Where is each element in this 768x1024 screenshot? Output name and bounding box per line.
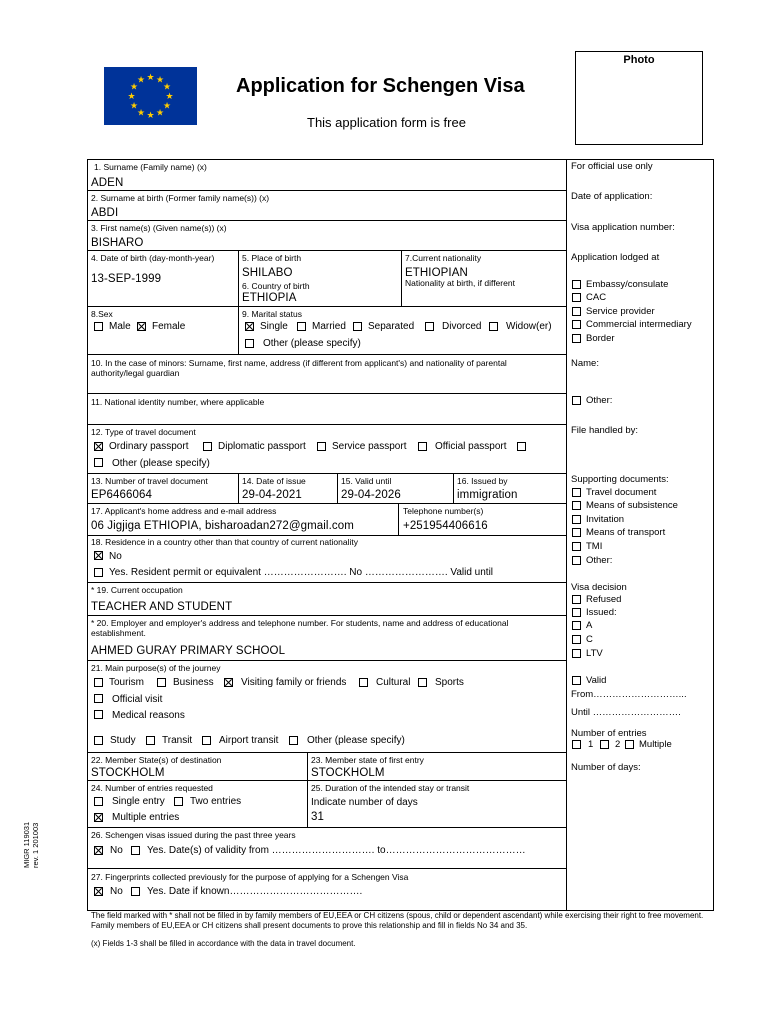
- surname-label: 1. Surname (Family name) (x): [94, 162, 207, 172]
- entries-label: 24. Number of entries requested: [91, 783, 213, 793]
- handled-label: File handled by:: [571, 425, 639, 436]
- multiple-entries-checkbox[interactable]: [94, 813, 103, 822]
- business-checkbox[interactable]: [157, 678, 166, 687]
- tmi-checkbox[interactable]: [572, 542, 581, 551]
- visiting-label: Visiting family or friends: [241, 677, 347, 688]
- invitation-checkbox[interactable]: [572, 515, 581, 524]
- tourism-checkbox[interactable]: [94, 678, 103, 687]
- sex-label: 8.Sex: [91, 309, 113, 319]
- svg-text:★: ★: [162, 101, 172, 112]
- doc-other-checkbox[interactable]: [94, 458, 103, 467]
- issued-label: Issued:: [586, 607, 617, 618]
- surname-value[interactable]: ADEN: [91, 177, 124, 189]
- prev-visas-yes-label: Yes. Date(s) of validity from …………………………. to……………………………………: [147, 845, 526, 856]
- entries-multiple-label: Multiple: [639, 739, 672, 750]
- date-application-label: Date of application:: [571, 191, 653, 202]
- male-checkbox[interactable]: [94, 322, 103, 331]
- entries-1-label: 1: [588, 739, 594, 750]
- first-name-value[interactable]: BISHARO: [91, 237, 144, 249]
- sports-label: Sports: [435, 677, 464, 688]
- visa-number-label: Visa application number:: [571, 222, 675, 233]
- entries-2-label: 2: [615, 739, 621, 750]
- surname-birth-label: 2. Surname at birth (Former family name(s)) (x): [91, 193, 270, 203]
- prev-visas-yes-checkbox[interactable]: [131, 846, 140, 855]
- valid-until-value[interactable]: 29-04-2026: [341, 489, 401, 501]
- commercial-checkbox[interactable]: [572, 320, 581, 329]
- first-entry-label: 23. Member state of first entry: [311, 755, 424, 765]
- type-a-label: A: [586, 620, 593, 631]
- issue-date-value[interactable]: 29-04-2021: [242, 489, 302, 501]
- duration-label: 25. Duration of the intended stay or transit: [311, 783, 470, 793]
- embassy-checkbox[interactable]: [572, 280, 581, 289]
- type-c-label: C: [586, 634, 593, 645]
- service-provider-checkbox[interactable]: [572, 307, 581, 316]
- transport-label: Means of transport: [586, 527, 666, 538]
- transport-checkbox[interactable]: [572, 528, 581, 537]
- female-checkbox[interactable]: [137, 322, 146, 331]
- decision-label: Visa decision: [571, 582, 627, 593]
- name-label: Name:: [571, 358, 599, 369]
- service-passport-label: Service passport: [332, 441, 407, 452]
- occupation-value[interactable]: TEACHER AND STUDENT: [91, 601, 233, 613]
- photo-label: Photo: [623, 54, 655, 66]
- lodged-label: Application lodged at: [571, 252, 660, 263]
- svg-text:★: ★: [136, 75, 146, 86]
- airport-transit-label: Airport transit: [219, 735, 279, 746]
- purpose-label: 21. Main purpose(s) of the journey: [91, 663, 221, 673]
- purpose-other-checkbox[interactable]: [289, 736, 298, 745]
- days-label: Number of days:: [571, 762, 641, 773]
- residence-label: 18. Residence in a country other than that country of current nationality: [91, 537, 358, 547]
- country-of-birth-label: 6. Country of birth: [242, 281, 310, 291]
- multiple-entries-label: Multiple entries: [112, 812, 180, 823]
- minors-label: 10. In the case of minors: Surname, first name, address (if different from applicant's) and nationality of parental authority/legal guardian: [91, 358, 507, 378]
- ordinary-passport-label: Ordinary passport: [109, 441, 189, 452]
- widow-label: Widow(er): [506, 321, 552, 332]
- place-of-birth-value[interactable]: SHILABO: [242, 267, 293, 279]
- fingerprints-yes-checkbox[interactable]: [131, 887, 140, 896]
- diplomatic-passport-checkbox[interactable]: [203, 442, 212, 451]
- border-label: Border: [586, 333, 615, 344]
- study-label: Study: [110, 735, 136, 746]
- medical-label: Medical reasons: [112, 710, 185, 721]
- study-checkbox[interactable]: [94, 736, 103, 745]
- first-name-label: 3. First name(s) (Given name(s)) (x): [91, 223, 227, 233]
- female-label: Female: [152, 321, 186, 332]
- lodged-other-label: Other:: [586, 395, 613, 406]
- separated-checkbox[interactable]: [353, 322, 362, 331]
- svg-text:★: ★: [155, 108, 165, 119]
- svg-text:★: ★: [129, 82, 139, 93]
- prev-visas-no-label: No: [110, 845, 123, 856]
- from-label: From………………………...: [571, 689, 687, 700]
- entries-2-checkbox[interactable]: [600, 740, 609, 749]
- svg-text:★: ★: [155, 75, 165, 86]
- marital-other-checkbox[interactable]: [245, 339, 254, 348]
- prev-visas-no-checkbox[interactable]: [94, 846, 103, 855]
- single-label: Single: [260, 321, 288, 332]
- page-subtitle: This application form is free: [307, 115, 466, 130]
- nationality-birth-label: Nationality at birth, if different: [405, 278, 515, 288]
- tmi-label: TMI: [586, 541, 603, 552]
- official-passport-extra-checkbox[interactable]: [517, 442, 526, 451]
- until-label: Until ……………………….: [571, 707, 681, 718]
- footer-note-x: (x) Fields 1-3 shall be filled in accordance with the data in travel document.: [91, 939, 356, 948]
- svg-text:★: ★: [162, 82, 172, 93]
- doc-number-value[interactable]: EP6466064: [91, 489, 153, 501]
- border-checkbox[interactable]: [572, 334, 581, 343]
- home-address-label: 17. Applicant's home address and e-mail address: [91, 506, 277, 516]
- single-checkbox[interactable]: [245, 322, 254, 331]
- ordinary-passport-checkbox[interactable]: [94, 442, 103, 451]
- issued-checkbox[interactable]: [572, 608, 581, 617]
- fingerprints-label: 27. Fingerprints collected previously for the purpose of applying for a Schengen Visa: [91, 872, 409, 882]
- fingerprints-yes-label: Yes. Date if known………………………………….: [147, 886, 363, 897]
- service-provider-label: Service provider: [586, 306, 655, 317]
- residence-no-label: No: [109, 551, 122, 562]
- duration-value[interactable]: 31: [311, 811, 324, 823]
- residence-yes-checkbox[interactable]: [94, 568, 103, 577]
- purpose-other-label: Other (please specify): [307, 735, 405, 746]
- doc-number-label: 13. Number of travel document: [91, 476, 208, 486]
- refused-label: Refused: [586, 594, 622, 605]
- first-entry-value[interactable]: STOCKHOLM: [311, 767, 385, 779]
- official-title: For official use only: [571, 161, 653, 172]
- cac-label: CAC: [586, 292, 607, 303]
- service-passport-checkbox[interactable]: [317, 442, 326, 451]
- airport-transit-checkbox[interactable]: [202, 736, 211, 745]
- subsistence-label: Means of subsistence: [586, 500, 678, 511]
- travel-doc-type-label: 12. Type of travel document: [91, 427, 196, 437]
- widow-checkbox[interactable]: [489, 322, 498, 331]
- travel-doc-checkbox[interactable]: [572, 488, 581, 497]
- valid-checkbox[interactable]: [572, 676, 581, 685]
- male-label: Male: [109, 321, 131, 332]
- page-title: Application for Schengen Visa: [236, 75, 525, 97]
- cac-checkbox[interactable]: [572, 293, 581, 302]
- telephone-value[interactable]: +251954406616: [403, 520, 488, 532]
- destination-label: 22. Member State(s) of destination: [91, 755, 222, 765]
- valid-label: Valid: [586, 675, 607, 686]
- medical-checkbox[interactable]: [94, 710, 103, 719]
- transit-label: Transit: [162, 735, 193, 746]
- eu-stars-icon: [104, 67, 197, 125]
- subsistence-checkbox[interactable]: [572, 501, 581, 510]
- official-visit-checkbox[interactable]: [94, 694, 103, 703]
- employer-label: * 20. Employer and employer's address and telephone number. For students, name and address of educational establishment.: [91, 618, 509, 638]
- svg-text:★: ★: [146, 111, 155, 121]
- telephone-label: Telephone number(s): [403, 506, 484, 516]
- duration-sub-label: Indicate number of days: [311, 797, 418, 808]
- travel-doc-label: Travel document: [586, 487, 657, 498]
- svg-text:★: ★: [129, 101, 139, 112]
- entries-1-checkbox[interactable]: [572, 740, 581, 749]
- marital-label: 9. Marital status: [242, 309, 302, 319]
- single-entry-label: Single entry: [112, 796, 165, 807]
- occupation-label: * 19. Current occupation: [91, 585, 183, 595]
- supporting-other-checkbox[interactable]: [572, 556, 581, 565]
- valid-until-label: 15. Valid until: [341, 476, 392, 486]
- country-of-birth-value[interactable]: ETHIOPIA: [242, 292, 297, 304]
- cultural-label: Cultural: [376, 677, 411, 688]
- diplomatic-passport-label: Diplomatic passport: [218, 441, 306, 452]
- cultural-checkbox[interactable]: [359, 678, 368, 687]
- nationality-value[interactable]: ETHIOPIAN: [405, 267, 468, 279]
- official-passport-label: Official passport: [435, 441, 507, 452]
- type-a-checkbox[interactable]: [572, 621, 581, 630]
- employer-value[interactable]: AHMED GURAY PRIMARY SCHOOL: [91, 645, 286, 657]
- issued-by-value[interactable]: immigration: [457, 489, 518, 501]
- doc-other-label: Other (please specify): [112, 458, 210, 469]
- tourism-label: Tourism: [109, 677, 145, 688]
- photo-box: [575, 51, 703, 145]
- invitation-label: Invitation: [586, 514, 625, 525]
- residence-yes-label: Yes. Resident permit or equivalent ……………………. No ……………………. Valid until: [109, 567, 494, 578]
- marital-other-label: Other (please specify): [263, 338, 361, 349]
- prev-visas-label: 26. Schengen visas issued during the past three years: [91, 830, 296, 840]
- form-code: MIGR 119031 rev. 1 201003: [22, 821, 40, 868]
- divorced-label: Divorced: [442, 321, 482, 332]
- commercial-label: Commercial intermediary: [586, 319, 692, 330]
- supporting-label: Supporting documents:: [571, 474, 669, 485]
- lodged-other-checkbox[interactable]: [572, 396, 581, 405]
- entries-multiple-checkbox[interactable]: [625, 740, 634, 749]
- svg-text:★: ★: [136, 108, 146, 119]
- type-c-checkbox[interactable]: [572, 635, 581, 644]
- home-address-value[interactable]: 06 Jigjiga ETHIOPIA, bisharoadan272@gmail.com: [91, 520, 354, 532]
- supporting-other-label: Other:: [586, 555, 613, 566]
- two-entries-label: Two entries: [190, 796, 242, 807]
- dob-label: 4. Date of birth (day-month-year): [91, 253, 215, 263]
- sports-checkbox[interactable]: [418, 678, 427, 687]
- transit-checkbox[interactable]: [146, 736, 155, 745]
- separated-label: Separated: [368, 321, 415, 332]
- svg-text:★: ★: [127, 92, 136, 102]
- two-entries-checkbox[interactable]: [174, 797, 183, 806]
- footer-note: The field marked with * shall not be filled in by family members of EU,EEA or CH citizens (spous, child or dependent ascendant) while exercising their right to free movement. Family members of EU,EEA or CH citizens shall present documents to prove this relationship and fill in fields No 34 and 35.: [91, 911, 704, 930]
- national-id-label: 11. National identity number, where applicable: [91, 397, 265, 407]
- place-of-birth-label: 5. Place of birth: [242, 253, 302, 263]
- nationality-label: 7.Current nationality: [405, 253, 482, 263]
- surname-birth-value[interactable]: ABDI: [91, 207, 119, 219]
- svg-text:★: ★: [146, 73, 155, 83]
- svg-text:★: ★: [165, 92, 174, 102]
- embassy-label: Embassy/consulate: [586, 279, 669, 290]
- entries-official-label: Number of entries: [571, 728, 647, 739]
- issue-date-label: 14. Date of issue: [242, 476, 306, 486]
- fingerprints-no-checkbox[interactable]: [94, 887, 103, 896]
- fingerprints-no-label: No: [110, 886, 123, 897]
- refused-checkbox[interactable]: [572, 595, 581, 604]
- dob-value[interactable]: 13-SEP-1999: [91, 273, 162, 285]
- destination-value[interactable]: STOCKHOLM: [91, 767, 165, 779]
- single-entry-checkbox[interactable]: [94, 797, 103, 806]
- official-passport-checkbox[interactable]: [418, 442, 427, 451]
- business-label: Business: [173, 677, 214, 688]
- ltv-checkbox[interactable]: [572, 649, 581, 658]
- issued-by-label: 16. Issued by: [457, 476, 508, 486]
- ltv-label: LTV: [586, 648, 603, 659]
- divorced-checkbox[interactable]: [425, 322, 434, 331]
- official-visit-label: Official visit: [112, 694, 163, 705]
- residence-no-checkbox[interactable]: [94, 551, 103, 560]
- married-label: Married: [312, 321, 346, 332]
- eu-flag: [104, 67, 197, 125]
- visiting-checkbox[interactable]: [224, 678, 233, 687]
- married-checkbox[interactable]: [297, 322, 306, 331]
